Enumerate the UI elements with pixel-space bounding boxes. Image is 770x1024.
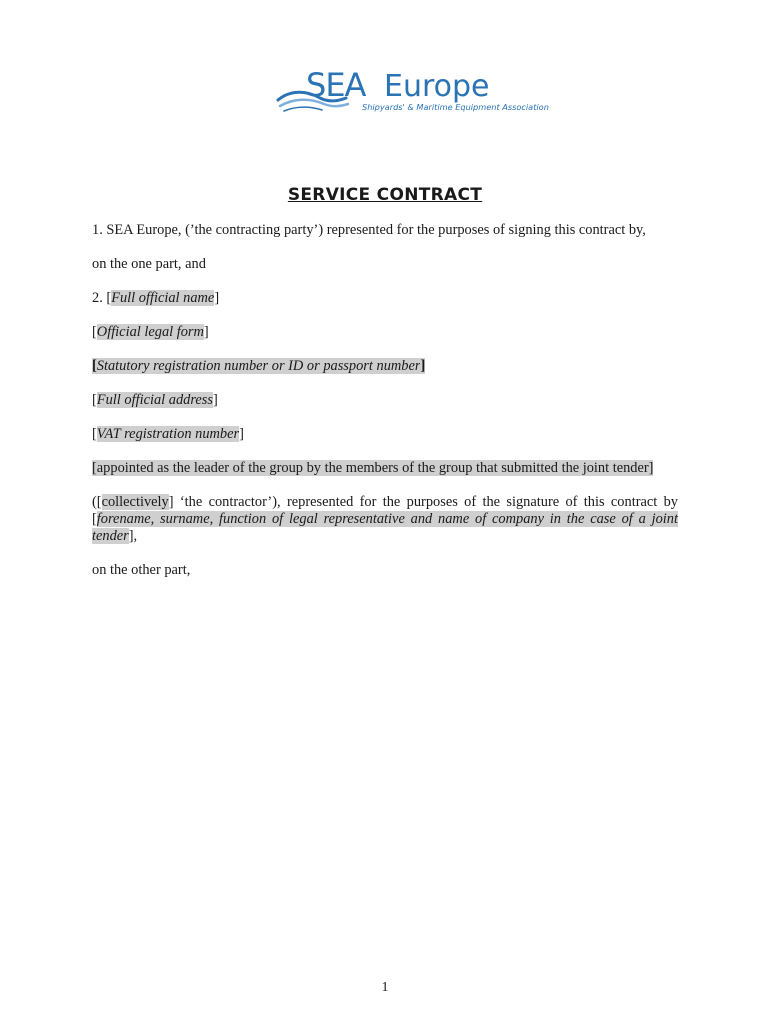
placeholder-full-official-address[interactable]: Full official address — [96, 392, 213, 408]
paragraph-one-part: on the one part, and — [92, 256, 206, 272]
placeholder-collectively[interactable]: collectively — [101, 494, 169, 510]
svg-text:SEA: SEA — [306, 66, 366, 104]
placeholder-legal-representative[interactable]: forename, surname, function of legal representative and name of company in the case of a joint tender — [92, 511, 678, 544]
placeholder-group-leader[interactable]: [appointed as the leader of the group by the members of the group that submitted the joint tender] — [92, 460, 654, 476]
text-open: ([ — [92, 494, 102, 510]
bracket-close: ] — [420, 358, 426, 374]
paragraph-contractor — [92, 494, 678, 545]
bracket-close: ] — [239, 426, 244, 442]
bracket-close: ] — [203, 324, 209, 340]
logo-graphic — [276, 64, 549, 118]
paragraph-other-part: on the other part, — [92, 562, 191, 578]
text-prefix: 2. [ — [92, 290, 112, 306]
paragraph-registration-number — [92, 358, 678, 375]
svg-text:Shipyards' & Maritime Equipmen: Shipyards' & Maritime Equipment Association — [362, 102, 549, 112]
text-suffix: ] — [214, 290, 220, 306]
bracket-close: ] — [212, 392, 218, 408]
bracket-open: [ — [92, 392, 97, 408]
svg-text:Europe: Europe — [384, 69, 490, 104]
placeholder-full-official-name[interactable]: Full official name — [111, 290, 215, 306]
sea-europe-logo — [276, 64, 549, 118]
paragraph-full-official-name — [92, 290, 678, 307]
text-close: ], — [128, 528, 138, 544]
page-number: 1 — [381, 980, 389, 995]
text-mid: ] ‘the contractor’), represented for the purposes of the signature of this contract by [ — [92, 494, 678, 527]
bracket-open: [ — [92, 324, 97, 340]
paragraph-official-address — [92, 392, 678, 409]
bracket-open: [ — [92, 426, 97, 442]
bracket-open: [ — [92, 358, 97, 374]
placeholder-vat-registration-number[interactable]: VAT registration number — [96, 426, 240, 442]
placeholder-registration-number[interactable]: Statutory registration number or ID or passport number — [96, 358, 421, 374]
paragraph-legal-form — [92, 324, 678, 341]
paragraph-contracting-party: 1. SEA Europe, (’the contracting party’) represented for the purposes of signing this contract by, — [92, 222, 646, 238]
paragraph-group-leader — [92, 460, 678, 477]
placeholder-official-legal-form[interactable]: Official legal form — [96, 324, 204, 340]
document-body — [92, 222, 678, 596]
paragraph-vat-number — [92, 426, 678, 443]
document-title: SERVICE CONTRACT — [287, 185, 483, 205]
